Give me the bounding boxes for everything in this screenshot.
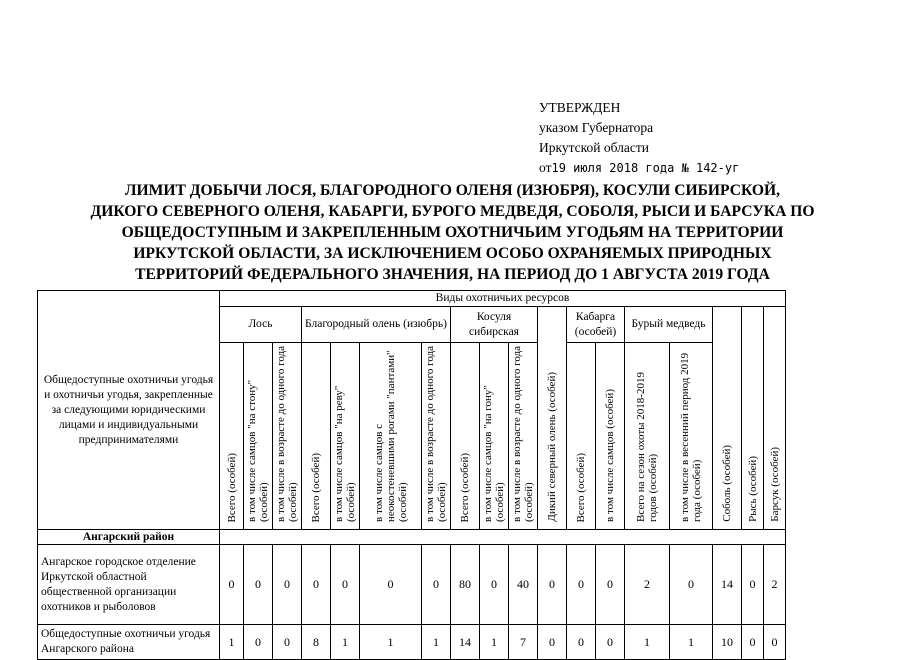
header-roe-total: Всего (особей) — [451, 343, 480, 530]
document-title — [30, 180, 875, 285]
cell: 0 — [596, 545, 625, 625]
header-elk-males: в том числе самцов "на стону" (особей) — [244, 343, 273, 530]
cell: 0 — [538, 625, 567, 660]
cell: 0 — [220, 545, 244, 625]
cell: 1 — [670, 625, 713, 660]
group-red-deer: Благородный олень (изюбрь) — [302, 307, 451, 343]
cell: 2 — [625, 545, 670, 625]
group-roe-deer: Косуля сибирская — [451, 307, 538, 343]
cell: 0 — [670, 545, 713, 625]
cell: 0 — [244, 625, 273, 660]
group-musk-deer: Кабарга (особей) — [567, 307, 625, 343]
cell: 0 — [273, 545, 302, 625]
header-badger: Барсук (особей) — [764, 307, 786, 530]
cell: 0 — [244, 545, 273, 625]
cell: 0 — [567, 545, 596, 625]
cell: 7 — [509, 625, 538, 660]
cell: 14 — [451, 625, 480, 660]
cell: 0 — [273, 625, 302, 660]
header-deer-young: в том числе в возрасте до одного года (особей) — [422, 343, 451, 530]
row-name: Ангарское городское отделение Иркутской областной общественной организации охотников и рыболовов — [38, 545, 220, 625]
header-bear-spring: в том числе в весенний период 2019 года (особей) — [670, 343, 713, 530]
district-spacer — [220, 530, 786, 545]
cell: 1 — [360, 625, 422, 660]
cell: 0 — [742, 545, 764, 625]
header-deer-antlers: в том числе самцов с неокостеневшими рогами "пантами" (особей) — [360, 343, 422, 530]
group-brown-bear: Бурый медведь — [625, 307, 713, 343]
header-elk-young: в том числе в возрасте до одного года (особей) — [273, 343, 302, 530]
approval-line-3: Иркутской области — [539, 140, 650, 155]
header-lynx: Рысь (особей) — [742, 307, 764, 530]
header-elk-total: Всего (особей) — [220, 343, 244, 530]
approval-date-number: 19 июля 2018 года № 142-уг — [551, 161, 740, 175]
cell: 10 — [713, 625, 742, 660]
title-line-3: ОБЩЕДОСТУПНЫМ И ЗАКРЕПЛЕННЫМ ОХОТНИЧЬИМ УГОДЬЯМ НА ТЕРРИТОРИИ — [121, 224, 784, 241]
limits-table — [37, 290, 786, 660]
cell: 0 — [331, 545, 360, 625]
cell: 0 — [596, 625, 625, 660]
header-deer-total: Всего (особей) — [302, 343, 331, 530]
cell: 1 — [480, 625, 509, 660]
table-row — [38, 545, 786, 625]
cell: 0 — [742, 625, 764, 660]
cell: 0 — [764, 625, 786, 660]
approval-line-1: УТВЕРЖДЕН — [539, 100, 621, 115]
cell: 80 — [451, 545, 480, 625]
cell: 0 — [360, 545, 422, 625]
title-line-1: ЛИМИТ ДОБЫЧИ ЛОСЯ, БЛАГОРОДНОГО ОЛЕНЯ (ИЗЮБРЯ), КОСУЛИ СИБИРСКОЙ, — [124, 182, 781, 199]
cell: 8 — [302, 625, 331, 660]
header-sable: Соболь (особей) — [713, 307, 742, 530]
cell: 14 — [713, 545, 742, 625]
cell: 1 — [625, 625, 670, 660]
approval-line-2: указом Губернатора — [539, 120, 654, 135]
cell: 0 — [302, 545, 331, 625]
title-line-5: ТЕРРИТОРИЙ ФЕДЕРАЛЬНОГО ЗНАЧЕНИЯ, НА ПЕРИОД ДО 1 АВГУСТА 2019 ГОДА — [135, 266, 770, 283]
title-line-2: ДИКОГО СЕВЕРНОГО ОЛЕНЯ, КАБАРГИ, БУРОГО МЕДВЕДЯ, СОБОЛЯ, РЫСИ И БАРСУКА ПО — [90, 203, 815, 220]
header-bear-season: Всего на сезон охоты 2018-2019 годов (особей) — [625, 343, 670, 530]
cell: 0 — [422, 545, 451, 625]
header-musk-total: Всего (особей) — [567, 343, 596, 530]
cell: 1 — [220, 625, 244, 660]
cell: 2 — [764, 545, 786, 625]
cell: 1 — [422, 625, 451, 660]
species-header: Виды охотничьих ресурсов — [220, 291, 786, 307]
title-line-4: ИРКУТСКОЙ ОБЛАСТИ, ЗА ИСКЛЮЧЕНИЕМ ОСОБО ОХРАНЯЕМЫХ ПРИРОДНЫХ — [133, 245, 772, 262]
header-roe-males: в том числе самцов "на гону" (особей) — [480, 343, 509, 530]
cell: 1 — [331, 625, 360, 660]
cell: 40 — [509, 545, 538, 625]
header-roe-young: в том числе в возрасте до одного года (особей) — [509, 343, 538, 530]
district-label: Ангарский район — [38, 530, 220, 545]
header-deer-males: в том числе самцов "на реву" (особей) — [331, 343, 360, 530]
row-header: Общедоступные охотничьи угодья и охотничьи угодья, закрепленные за следующими юридическими лицами и индивидуальными предпринимателями — [38, 291, 220, 530]
approval-prefix: от — [539, 160, 552, 175]
row-name: Общедоступные охотничьи угодья Ангарского района — [38, 625, 220, 660]
header-musk-males: в том числе самцов (особей) — [596, 343, 625, 530]
approval-block — [539, 98, 739, 178]
cell: 0 — [538, 545, 567, 625]
header-reindeer: Дикий северный олень (особей) — [538, 307, 567, 530]
approval-line-4 — [539, 158, 739, 178]
cell: 0 — [567, 625, 596, 660]
cell: 0 — [480, 545, 509, 625]
group-elk: Лось — [220, 307, 302, 343]
table-row — [38, 625, 786, 660]
